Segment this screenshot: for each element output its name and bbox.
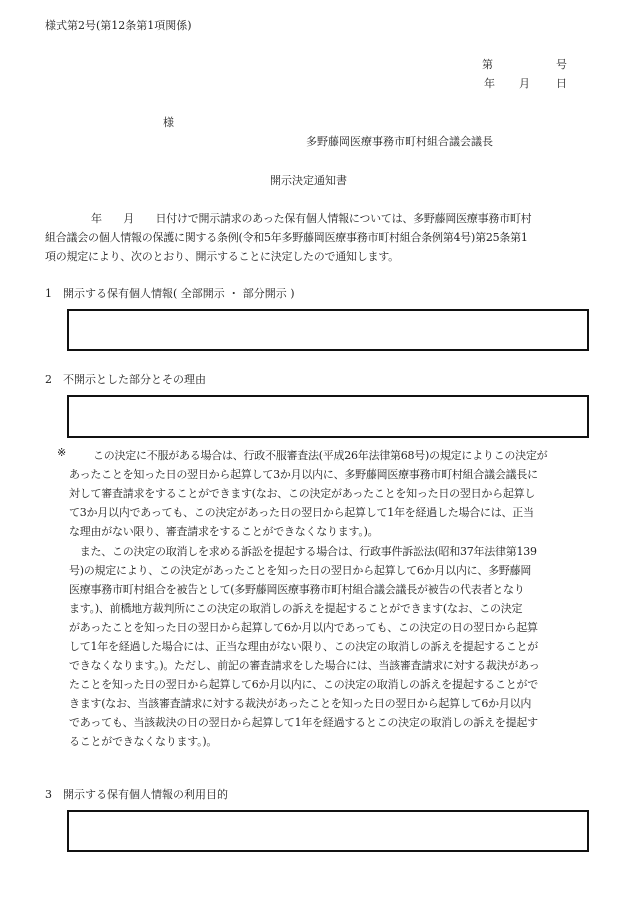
intro-line: 項の規定により、次のとおり、開示することに決定したので通知します。 <box>45 250 399 263</box>
note-line: であっても、当該裁決の日の翌日から起算して1年を経過するとこの決定の取消しの訴えを提起す <box>69 716 538 729</box>
section1-heading <box>45 287 295 301</box>
note-line: 号)の規定により、この決定があったことを知った日の翌日から起算して6か月以内に、多野藤岡 <box>69 564 532 577</box>
note-mark: ※ <box>57 446 67 459</box>
note-line: きます(なお、当該審査請求に対する裁決があったことを知った日の翌日から起算して6か月以内 <box>69 697 532 710</box>
date-year-label: 年 <box>484 77 495 90</box>
option-full-disclosure: 全部開示 <box>180 287 225 300</box>
note-line: また、この決定の取消しを求める訴訟を提起する場合は、行政事件訴訟法(昭和37年法律第139 <box>69 545 537 558</box>
note-line: 対して審査請求をすることができます(なお、この決定があったことを知った日の翌日から起算し <box>69 487 536 500</box>
note-line: な理由がない限り、審査請求をすることができなくなります。)。 <box>69 525 379 538</box>
doc-number-prefix: 第 <box>482 58 493 71</box>
addressee-suffix: 様 <box>163 116 174 129</box>
note-line: して1年を経過した場合には、正当な理由がない限り、この決定の取消しの訴えを提起することが <box>69 640 538 653</box>
section3-heading: 3 開示する保有個人情報の利用目的 <box>45 788 228 801</box>
section2-heading: 2 不開示とした部分とその理由 <box>45 373 206 386</box>
doc-number-suffix: 号 <box>556 58 567 71</box>
form-number: 様式第2号(第12条第1項関係) <box>45 19 192 32</box>
note-line: あったことを知った日の翌日から起算して3か月以内に、多野藤岡医療事務市町村組合議会議長に <box>69 468 538 481</box>
note-line: できなくなります。)。ただし、前記の審査請求をした場合には、当該審査請求に対する裁決があっ <box>69 659 540 672</box>
intro-line: 年 月 日付けで開示請求のあった保有個人情報については、多野藤岡医療事務市町村 <box>91 212 532 225</box>
section1-input-box[interactable] <box>67 309 589 351</box>
section2-input-box[interactable] <box>67 395 589 438</box>
section1-label: 1 開示する保有個人情報( <box>45 287 178 300</box>
option-partial-disclosure: 部分開示 <box>242 287 287 300</box>
date-month-label: 月 <box>519 77 530 90</box>
document-title: 開示決定通知書 <box>270 174 347 187</box>
note-line: て3か月以内であっても、この決定があった日の翌日から起算して1年を経過した場合には、正当 <box>69 506 534 519</box>
note-line: この決定に不服がある場合は、行政不服審査法(平成26年法律第68号)の規定によりこの決定が <box>93 449 548 462</box>
issuer-name: 多野藤岡医療事務市町村組合議会議長 <box>306 135 493 148</box>
date-day-label: 日 <box>556 77 567 90</box>
note-line: たことを知った日の翌日から起算して6か月以内に、この決定の取消しの訴えを提起することがで <box>69 678 538 691</box>
intro-line: 組合議会の個人情報の保護に関する条例(令和5年多野藤岡医療事務市町村組合条例第4号)第25条第1 <box>45 231 528 244</box>
option-separator: ・ <box>228 287 240 300</box>
section1-close: ) <box>290 287 295 300</box>
note-line: ることができなくなります。)。 <box>69 735 218 748</box>
note-line: があったことを知った日の翌日から起算して6か月以内であっても、この決定の日の翌日から起算 <box>69 621 538 634</box>
note-line: ます。)、前橋地方裁判所にこの決定の取消しの訴えを提起することができます(なお、この決定 <box>69 602 523 615</box>
note-line: 医療事務市町村組合を被告として(多野藤岡医療事務市町村組合議会議長が被告の代表者となり <box>69 583 525 596</box>
section3-input-box[interactable] <box>67 810 589 852</box>
